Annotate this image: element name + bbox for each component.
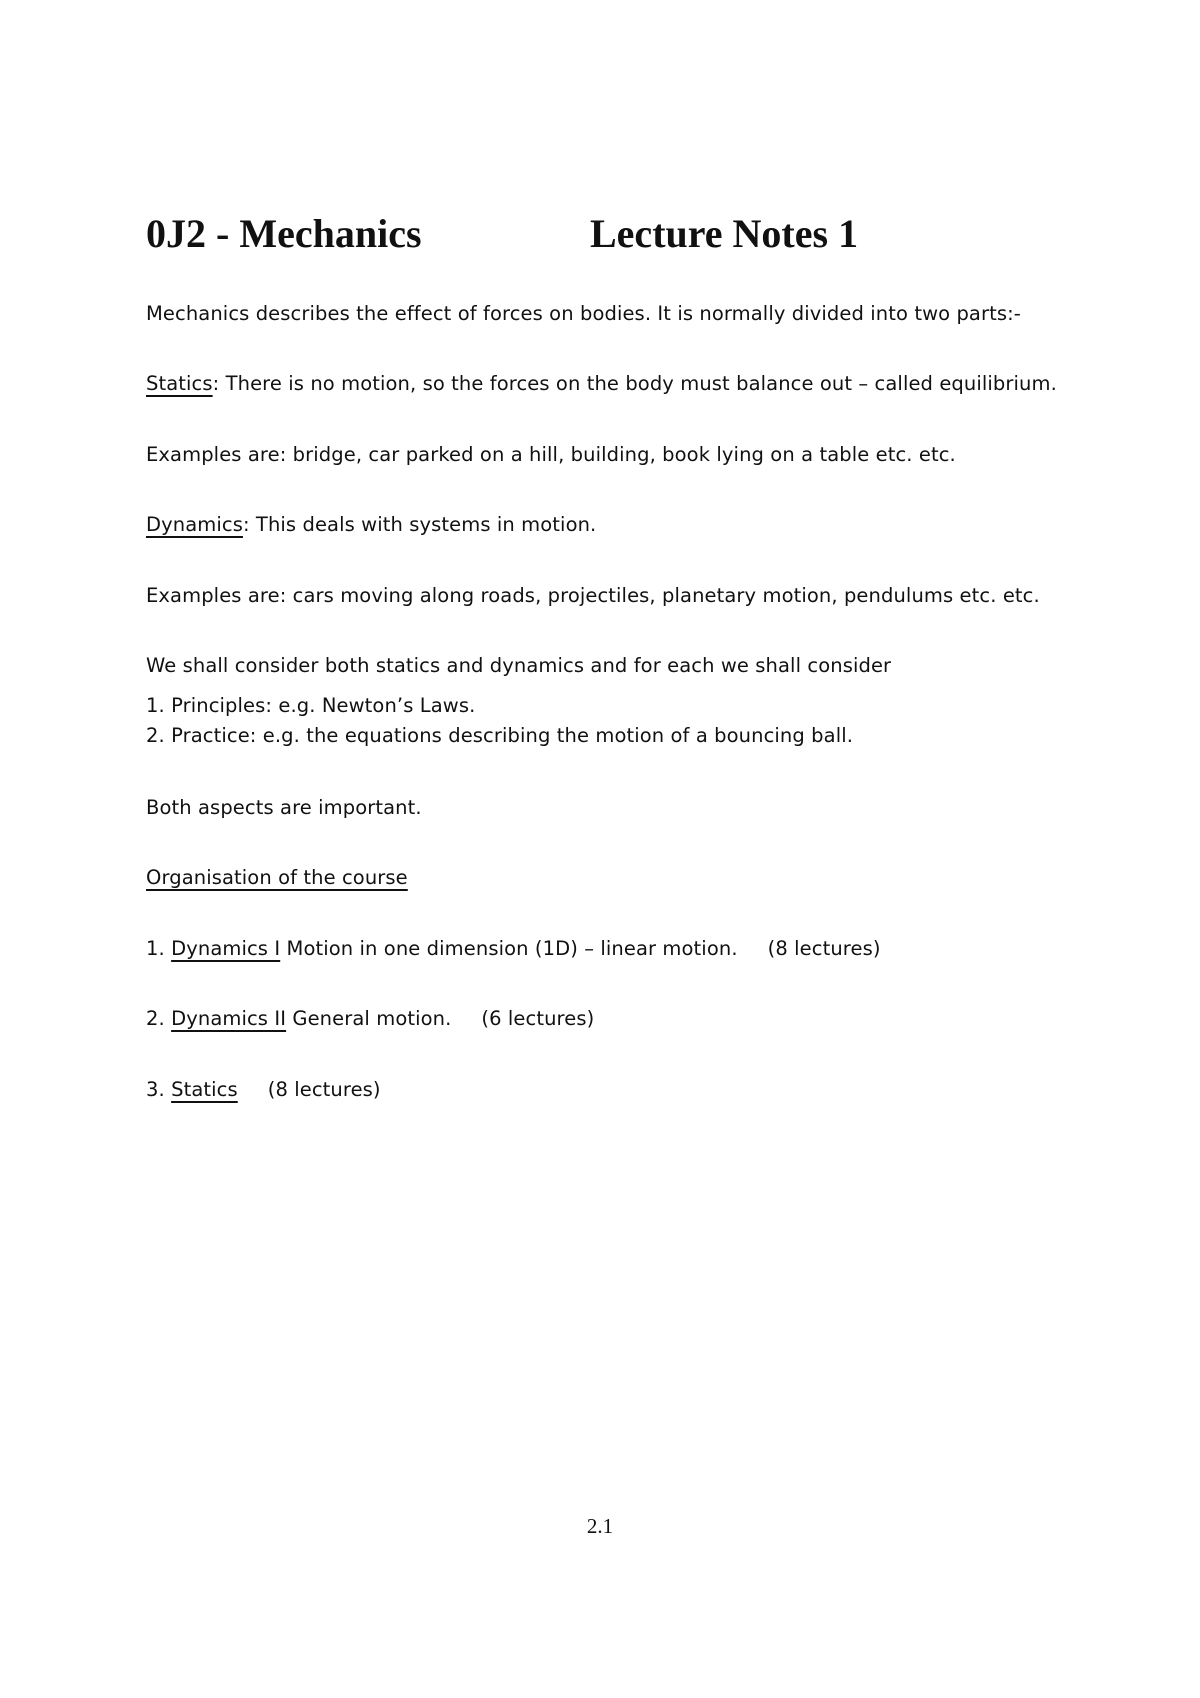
organisation-item-dynamics-1 [146, 935, 881, 963]
statics-definition [146, 370, 1057, 398]
consider-conclusion: Both aspects are important. [146, 796, 422, 819]
organisation-item-description: General motion. [286, 1007, 452, 1030]
organisation-item-description: Motion in one dimension (1D) – linear motion. [280, 937, 738, 960]
page-number: 2.1 [586, 1514, 614, 1538]
organisation-heading-text: Organisation of the course [146, 866, 408, 889]
dynamics-definition-text: : This deals with systems in motion. [242, 513, 597, 536]
statics-examples: Examples are: bridge, car parked on a hill, building, book lying on a table etc. etc. [146, 443, 956, 466]
organisation-item-lectures: (6 lectures) [481, 1007, 595, 1030]
course-title: 0J2 - Mechanics [146, 211, 422, 256]
organisation-item-number: 1. [146, 937, 172, 960]
title-row [146, 208, 1076, 268]
organisation-item-lectures: (8 lectures) [767, 937, 881, 960]
organisation-item-number: 2. [146, 1007, 172, 1030]
organisation-item-lectures: (8 lectures) [267, 1078, 381, 1101]
organisation-item-title: Dynamics I [171, 937, 281, 960]
consider-lead: We shall consider both statics and dynamics and for each we shall consider [146, 654, 892, 677]
organisation-item-title: Dynamics II [171, 1007, 287, 1030]
dynamics-examples: Examples are: cars moving along roads, projectiles, planetary motion, pendulums etc. etc. [146, 584, 1040, 607]
lecture-notes-title: Lecture Notes 1 [590, 211, 859, 256]
statics-definition-text: : There is no motion, so the forces on the body must balance out – called equilibrium. [212, 372, 1057, 395]
organisation-item-title: Statics [171, 1078, 238, 1101]
consider-item-practice: 2. Practice: e.g. the equations describing the motion of a bouncing ball. [146, 724, 854, 747]
dynamics-term: Dynamics [146, 513, 243, 536]
organisation-item-statics [146, 1076, 381, 1104]
consider-item-principles: 1. Principles: e.g. Newton’s Laws. [146, 694, 476, 717]
organisation-heading [146, 864, 408, 892]
statics-term: Statics [146, 372, 213, 395]
organisation-item-dynamics-2 [146, 1005, 594, 1033]
organisation-item-number: 3. [146, 1078, 172, 1101]
intro-paragraph: Mechanics describes the effect of forces on bodies. It is normally divided into two parts:- [146, 302, 1021, 325]
dynamics-definition [146, 511, 596, 539]
